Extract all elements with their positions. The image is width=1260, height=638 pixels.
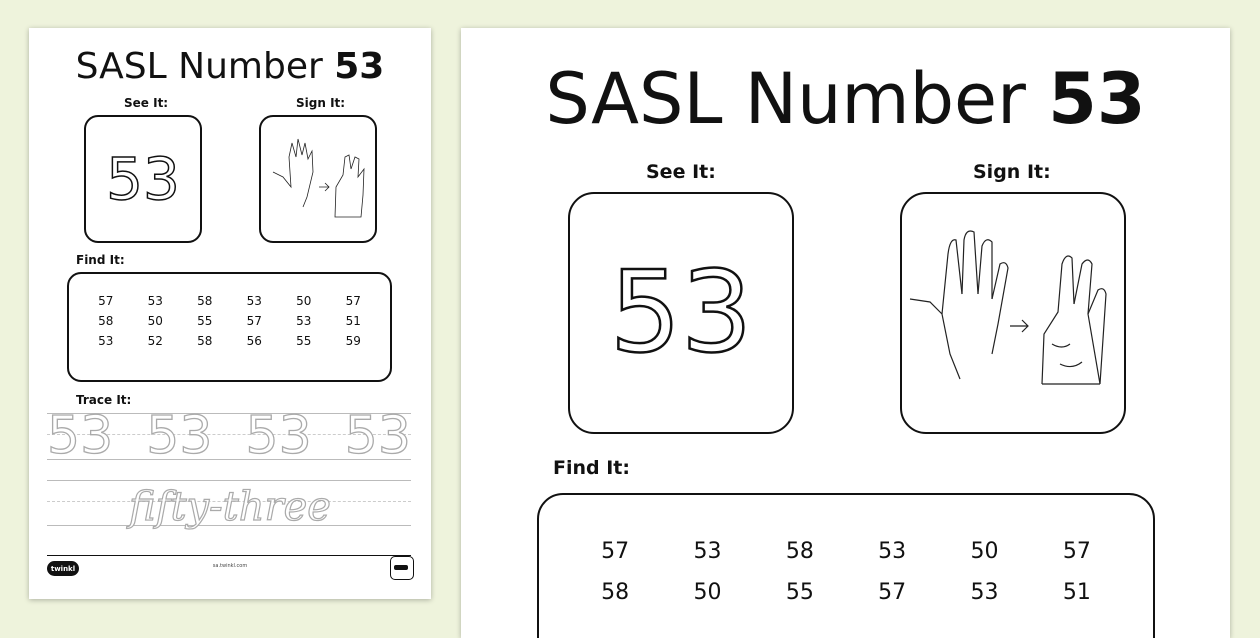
- find-number: 53: [98, 334, 114, 348]
- twinkl-logo: twinkl: [47, 561, 79, 576]
- trace-numbers: [47, 406, 411, 466]
- find-number: 58: [98, 314, 114, 328]
- find-number: 50: [147, 314, 163, 328]
- find-number: 57: [1062, 539, 1091, 564]
- find-number: 53: [878, 539, 907, 564]
- find-number: 59: [345, 334, 361, 348]
- sign-it-label: Sign It:: [296, 96, 346, 110]
- hand-sign-illustration-icon: [261, 117, 375, 241]
- footer-url: sa.twinkl.com: [212, 563, 248, 569]
- trace-number: 53: [47, 406, 114, 466]
- see-it-label: See It:: [124, 96, 169, 110]
- find-number: 55: [296, 334, 312, 348]
- trace-it-label: Trace It:: [76, 393, 132, 407]
- sign-it-box: [259, 115, 377, 243]
- number-display: 53: [609, 248, 753, 378]
- find-it-box: [537, 493, 1155, 638]
- find-it-label: Find It:: [76, 253, 125, 267]
- find-number: 50: [693, 580, 722, 605]
- trace-word: fifty-three: [129, 484, 331, 530]
- find-number: 55: [197, 314, 213, 328]
- see-it-box: [568, 192, 794, 434]
- trace-number: 53: [344, 406, 411, 466]
- find-number: 57: [98, 294, 114, 308]
- trace-line: [47, 480, 411, 481]
- find-it-box: [67, 272, 392, 382]
- trace-number: 53: [146, 406, 213, 466]
- find-number: 53: [970, 580, 999, 605]
- find-number: 57: [601, 539, 630, 564]
- worksheet-thumbnail: [29, 28, 431, 599]
- trace-number: 53: [245, 406, 312, 466]
- page-title: SASL Number 53: [545, 58, 1146, 140]
- find-number: 50: [970, 539, 999, 564]
- find-number: 53: [246, 294, 262, 308]
- find-number: 58: [197, 294, 213, 308]
- find-number: 58: [197, 334, 213, 348]
- find-number: 53: [693, 539, 722, 564]
- worksheet-zoomed: [461, 28, 1230, 638]
- sign-it-box: [900, 192, 1126, 434]
- find-number: 51: [345, 314, 361, 328]
- find-number: 56: [246, 334, 262, 348]
- see-it-box: [84, 115, 202, 243]
- find-numbers-grid: [569, 539, 1123, 605]
- find-number: 53: [296, 314, 312, 328]
- find-number: 58: [601, 580, 630, 605]
- footer-divider: [47, 555, 411, 556]
- number-display: 53: [106, 145, 180, 213]
- find-number: 58: [785, 539, 814, 564]
- page-title: SASL Number 53: [75, 46, 385, 87]
- find-it-label: Find It:: [553, 457, 630, 479]
- find-numbers-grid: [81, 294, 378, 348]
- find-number: 57: [878, 580, 907, 605]
- find-number: 57: [246, 314, 262, 328]
- sign-it-label: Sign It:: [973, 161, 1051, 183]
- find-number: 53: [147, 294, 163, 308]
- find-number: 51: [1062, 580, 1091, 605]
- see-it-label: See It:: [646, 161, 716, 183]
- find-number: 50: [296, 294, 312, 308]
- badge-icon: [390, 556, 414, 580]
- find-number: 55: [785, 580, 814, 605]
- find-number: 52: [147, 334, 163, 348]
- find-number: 57: [345, 294, 361, 308]
- hand-sign-illustration-icon: [902, 194, 1124, 432]
